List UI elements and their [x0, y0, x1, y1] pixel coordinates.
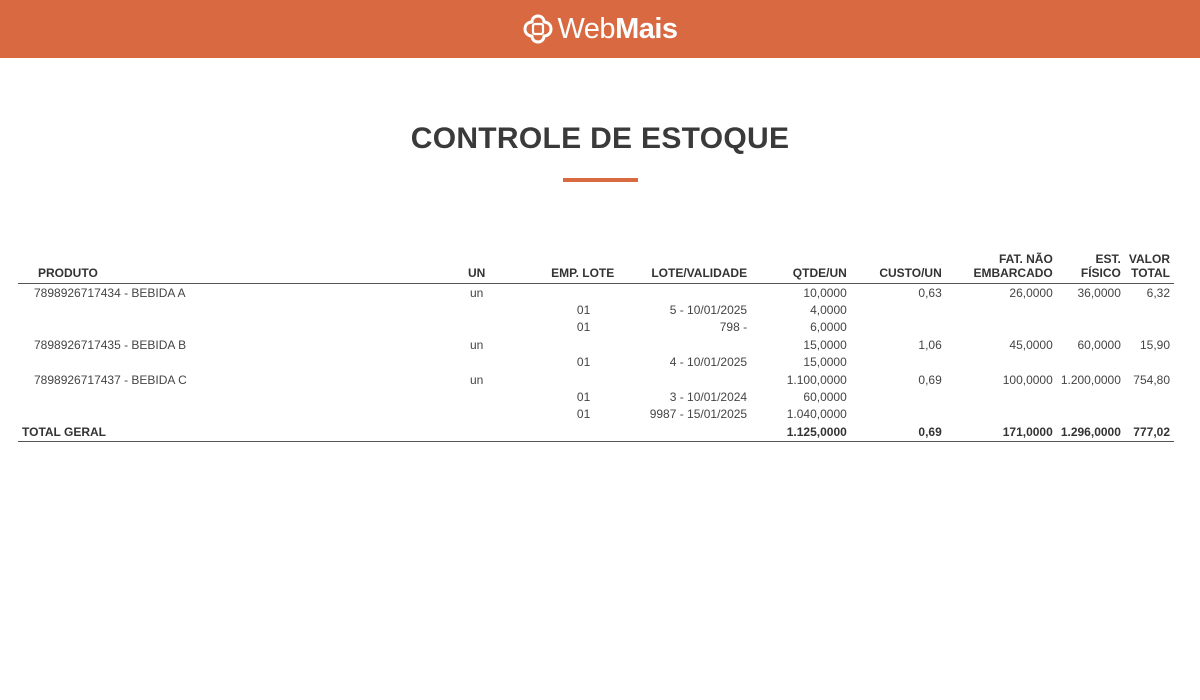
- col-header-valor-total: [1125, 252, 1174, 284]
- page-title: CONTROLE DE ESTOQUE: [410, 122, 790, 155]
- cell-emp-lote: 01: [576, 355, 591, 370]
- cell-produto: [18, 319, 451, 336]
- cell-valor-total: [1125, 406, 1174, 423]
- cell-fat-nao-embarcado: 100,0000: [1002, 372, 1053, 387]
- top-header-bar: [0, 0, 1200, 58]
- cell-qtde-un: 6,0000: [810, 320, 847, 335]
- cell-lote-validade: 3 - 10/01/2024: [669, 390, 748, 405]
- cell-valor-total: 15,90: [1139, 337, 1170, 352]
- cell-custo-un: [851, 301, 946, 318]
- title-underline-divider: [563, 178, 638, 182]
- cell-fat-nao-embarcado: [946, 319, 1057, 336]
- table-row: [18, 388, 1174, 405]
- cell-un: [451, 319, 502, 336]
- cell-custo-un: 0,63: [918, 285, 942, 300]
- cell-emp-lote: 01: [576, 320, 591, 335]
- cell-produto: [18, 301, 451, 318]
- cell-valor-total: [1125, 319, 1174, 336]
- cell-fat-nao-embarcado: 26,0000: [1009, 285, 1053, 300]
- cell-un: un: [469, 337, 484, 352]
- cell-valor-total: [1125, 301, 1174, 318]
- cell-un: [451, 406, 502, 423]
- cell-fat-nao-embarcado: [946, 406, 1057, 423]
- cell-valor-total: [1125, 354, 1174, 371]
- cell-fat-nao-embarcado: 45,0000: [1009, 337, 1053, 352]
- cell-qtde-un: 15,0000: [803, 355, 847, 370]
- col-header-valor-line1: VALOR: [1128, 252, 1170, 266]
- cell-est-fisico: [1057, 319, 1125, 336]
- webmais-logo[interactable]: [522, 13, 677, 45]
- logo-text-mais: Mais: [615, 12, 678, 45]
- cell-lote-validade: [618, 371, 751, 388]
- cell-est-fisico: [1057, 301, 1125, 318]
- col-header-fat-nao-line1: FAT. NÃO: [999, 252, 1053, 266]
- cell-custo-un: [851, 388, 946, 405]
- col-header-emp-lote: EMP. LOTE: [502, 252, 618, 284]
- cell-est-fisico: [1057, 354, 1125, 371]
- cell-fat-nao-embarcado: [946, 301, 1057, 318]
- cell-emp-lote: 01: [576, 407, 591, 422]
- cell-produto: [18, 354, 451, 371]
- cell-lote-validade: [618, 336, 751, 353]
- table-row: [18, 336, 1174, 353]
- table-row: [18, 406, 1174, 423]
- cell-lote-validade: 9987 - 15/01/2025: [649, 407, 748, 422]
- cell-lote-validade: 5 - 10/01/2025: [669, 303, 748, 318]
- col-header-lote-validade: LOTE/VALIDADE: [618, 252, 751, 284]
- cell-un: un: [469, 372, 484, 387]
- total-cell-un: [451, 423, 502, 441]
- col-header-custo-un: CUSTO/UN: [851, 252, 946, 284]
- total-label: TOTAL GERAL: [18, 423, 451, 441]
- col-header-est-fisico: [1057, 252, 1125, 284]
- cell-produto: [18, 388, 451, 405]
- cell-est-fisico: 36,0000: [1077, 285, 1121, 300]
- total-row: [18, 423, 1174, 441]
- table-header-row: [18, 252, 1174, 284]
- cell-fat-nao-embarcado: [946, 388, 1057, 405]
- cell-emp-lote: 01: [576, 390, 591, 405]
- cell-lote-validade: 798 -: [719, 320, 748, 335]
- cell-lote-validade: 4 - 10/01/2025: [669, 355, 748, 370]
- cell-custo-un: [851, 319, 946, 336]
- col-header-produto: PRODUTO: [18, 252, 451, 284]
- cell-custo-un: [851, 406, 946, 423]
- cell-un: [451, 388, 502, 405]
- table-row: [18, 371, 1174, 388]
- total-fat-nao-embarcado: 171,0000: [946, 423, 1057, 441]
- stock-control-table: [18, 252, 1174, 442]
- cell-qtde-un: 4,0000: [810, 303, 847, 318]
- total-est-fisico: 1.296,0000: [1057, 423, 1125, 441]
- cell-est-fisico: 60,0000: [1077, 337, 1121, 352]
- total-cell-lote-validade: [618, 423, 751, 441]
- webmais-logo-icon: [522, 13, 554, 45]
- cell-fat-nao-embarcado: [946, 354, 1057, 371]
- cell-custo-un: 0,69: [918, 372, 942, 387]
- table-row: [18, 354, 1174, 371]
- table-row: [18, 284, 1174, 302]
- total-valor-total: 777,02: [1125, 423, 1174, 441]
- cell-custo-un: 1,06: [918, 337, 942, 352]
- cell-custo-un: [851, 354, 946, 371]
- cell-emp-lote: [502, 371, 618, 388]
- cell-est-fisico: 1.200,0000: [1060, 372, 1121, 387]
- logo-wordmark: [557, 12, 678, 45]
- cell-emp-lote: 01: [576, 303, 591, 318]
- cell-qtde-un: 1.100,0000: [786, 372, 847, 387]
- cell-qtde-un: 10,0000: [803, 285, 847, 300]
- cell-emp-lote: [502, 284, 618, 302]
- cell-un: un: [469, 285, 484, 300]
- col-header-un: UN: [451, 252, 502, 284]
- cell-produto: 7898926717437 - BEBIDA C: [34, 372, 187, 387]
- table-row: [18, 301, 1174, 318]
- cell-qtde-un: 60,0000: [803, 390, 847, 405]
- col-header-est-line1: EST.: [1095, 252, 1121, 266]
- cell-produto: 7898926717435 - BEBIDA B: [34, 337, 187, 352]
- cell-valor-total: [1125, 388, 1174, 405]
- cell-est-fisico: [1057, 406, 1125, 423]
- total-cell-emp-lote: [502, 423, 618, 441]
- col-header-qtde-un: QTDE/UN: [751, 252, 851, 284]
- total-qtde-un: 1.125,0000: [751, 423, 851, 441]
- cell-produto: [18, 406, 451, 423]
- col-header-fat-nao-line2: EMBARCADO: [973, 266, 1053, 280]
- total-custo-un: 0,69: [851, 423, 946, 441]
- cell-est-fisico: [1057, 388, 1125, 405]
- cell-qtde-un: 1.040,0000: [786, 407, 847, 422]
- cell-valor-total: 6,32: [1146, 285, 1170, 300]
- cell-emp-lote: [502, 336, 618, 353]
- cell-valor-total: 754,80: [1133, 372, 1170, 387]
- logo-text-web: Web: [557, 12, 616, 45]
- cell-qtde-un: 15,0000: [803, 337, 847, 352]
- col-header-fat-nao-embarcado: [946, 252, 1057, 284]
- col-header-valor-line2: TOTAL: [1131, 266, 1170, 280]
- cell-lote-validade: [618, 284, 751, 302]
- cell-un: [451, 354, 502, 371]
- col-header-est-line2: FÍSICO: [1080, 266, 1121, 280]
- cell-produto: 7898926717434 - BEBIDA A: [34, 285, 186, 300]
- table-row: [18, 319, 1174, 336]
- cell-un: [451, 301, 502, 318]
